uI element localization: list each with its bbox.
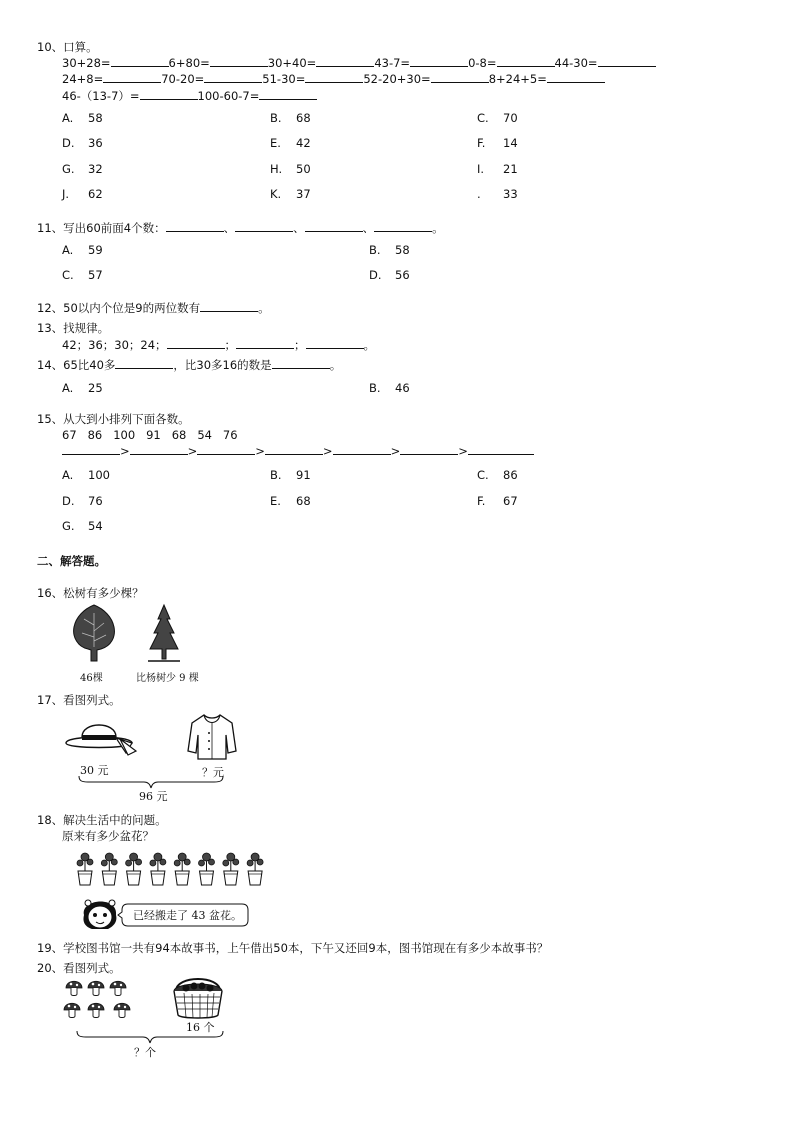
answer-blank[interactable]	[103, 72, 161, 83]
option[interactable]: A. 58	[62, 111, 103, 125]
total-price: 96 元	[139, 790, 168, 803]
q15-numbers: 67 86 100 91 68 54 76	[62, 428, 238, 442]
option[interactable]: C. 57	[62, 268, 103, 282]
option[interactable]: H. 50	[270, 162, 311, 176]
q17-title: 17、看图列式。	[37, 693, 121, 707]
q13-sequence: 42；36；30；24； ； ； 。	[62, 338, 376, 352]
calc-item: 8+24+5=	[488, 72, 547, 86]
total-brace	[78, 775, 224, 789]
flowerpot-icon	[77, 853, 93, 885]
option[interactable]: G. 32	[62, 162, 103, 176]
section-title: 二、解答题。	[37, 554, 106, 568]
flowerpot-icon	[150, 853, 166, 885]
q12-title: 12、50以内个位是9的两位数有 。	[37, 301, 270, 315]
calc-item: 30+28=	[62, 56, 111, 70]
answer-blank[interactable]	[272, 358, 330, 369]
q18-title: 18、解决生活中的问题。	[37, 813, 167, 827]
answer-blank[interactable]	[306, 338, 364, 349]
answer-blank[interactable]	[204, 72, 262, 83]
q10-row1	[62, 56, 656, 70]
pine-caption: 比杨树少 9 棵	[136, 673, 199, 684]
answer-blank[interactable]	[62, 444, 120, 455]
calc-item: 100-60-7=	[197, 89, 260, 103]
answer-blank[interactable]	[305, 72, 363, 83]
poplar-caption: 46棵	[80, 673, 103, 684]
sweater-icon	[186, 711, 238, 763]
answer-blank[interactable]	[166, 221, 224, 232]
option[interactable]: D. 56	[369, 268, 410, 282]
option[interactable]: F. 14	[477, 136, 518, 150]
q10-row3	[62, 88, 317, 104]
answer-blank[interactable]	[236, 338, 294, 349]
option[interactable]: A. 59	[62, 243, 103, 257]
q11-title: 11、写出60前面4个数： 、 、 、 。	[37, 221, 444, 235]
calc-item: 44-30=	[554, 56, 598, 70]
answer-blank[interactable]	[265, 444, 323, 455]
answer-blank[interactable]	[374, 221, 432, 232]
answer-blank[interactable]	[197, 444, 255, 455]
calc-item: 51-30=	[262, 72, 306, 86]
option[interactable]: B. 68	[270, 111, 311, 125]
flowerpot-icon	[247, 853, 263, 885]
answer-blank[interactable]	[410, 56, 468, 67]
answer-blank[interactable]	[115, 358, 173, 369]
option[interactable]: C. 70	[477, 111, 518, 125]
option[interactable]: B. 91	[270, 468, 311, 482]
speech-text: 已经搬走了 43 盆花。	[133, 909, 242, 922]
option[interactable]: E. 68	[270, 494, 311, 508]
answer-blank[interactable]	[400, 444, 458, 455]
q20-title: 20、看图列式。	[37, 961, 121, 975]
option[interactable]: A. 25	[62, 381, 103, 395]
answer-blank[interactable]	[140, 89, 198, 100]
basket-count: 16 个	[186, 1021, 215, 1034]
q19-title: 19、学校图书馆一共有94本故事书，上午借出50本，下午又还回9本，图书馆现在有多少本故事书？	[37, 941, 549, 955]
calc-item: 30+40=	[267, 56, 317, 70]
q18-subtitle: 原来有多少盆花？	[62, 829, 154, 843]
answer-blank[interactable]	[259, 89, 317, 100]
mushroom-icon	[66, 981, 82, 995]
option[interactable]: C. 86	[477, 468, 518, 482]
answer-blank[interactable]	[598, 56, 656, 67]
q10-row2	[62, 72, 605, 86]
option[interactable]: F. 67	[477, 494, 518, 508]
option[interactable]: A. 100	[62, 468, 110, 482]
mushroom-icon	[64, 1003, 80, 1017]
mushroom-icon	[88, 1003, 104, 1017]
option[interactable]: B. 58	[369, 243, 410, 257]
flowerpot-icon	[223, 853, 239, 885]
answer-blank[interactable]	[130, 444, 188, 455]
mushroom-basket-icon	[170, 977, 226, 1021]
flowerpot-icon	[199, 853, 215, 885]
answer-blank[interactable]	[497, 56, 555, 67]
answer-blank[interactable]	[316, 56, 374, 67]
answer-blank[interactable]	[431, 72, 489, 83]
total-brace	[76, 1030, 224, 1044]
sweater-price: ？元	[202, 766, 224, 779]
answer-blank[interactable]	[167, 338, 225, 349]
calc-item: 52-20+30=	[363, 72, 431, 86]
q10-title: 10、口算。	[37, 40, 98, 54]
option[interactable]: D. 36	[62, 136, 103, 150]
option[interactable]: D. 76	[62, 494, 103, 508]
answer-blank[interactable]	[111, 56, 169, 67]
q16-title: 16、松树有多少棵？	[37, 586, 144, 600]
q13-title: 13、找规律。	[37, 321, 110, 335]
answer-blank[interactable]	[200, 301, 258, 312]
answer-blank[interactable]	[547, 72, 605, 83]
flowerpot-icon	[174, 853, 190, 885]
option[interactable]: . 33	[477, 187, 518, 201]
q15-title: 15、从大到小排列下面各数。	[37, 412, 190, 426]
calc-item: 24+8=	[62, 72, 104, 86]
hat-price: 30 元	[80, 764, 109, 777]
option[interactable]: J. 62	[62, 187, 103, 201]
answer-blank[interactable]	[235, 221, 293, 232]
pine-tree-icon	[146, 603, 182, 663]
answer-blank[interactable]	[210, 56, 268, 67]
mushroom-icon	[114, 1003, 130, 1017]
calc-item: 46-（13-7）=	[62, 89, 140, 103]
mushroom-group	[62, 980, 138, 1024]
option[interactable]: G. 54	[62, 519, 103, 533]
total-count: ？个	[134, 1046, 156, 1059]
poplar-tree-icon	[70, 603, 120, 663]
calc-item: 70-20=	[161, 72, 205, 86]
q14-title: 14、65比40多 ，比30多16的数是 。	[37, 358, 342, 372]
answer-blank[interactable]	[305, 221, 363, 232]
mushroom-icon	[110, 981, 126, 995]
calc-item: 43-7=	[374, 56, 411, 70]
option[interactable]: K. 37	[270, 187, 311, 201]
calc-item: 6+80=	[168, 56, 210, 70]
answer-blank[interactable]	[333, 444, 391, 455]
option[interactable]: I. 21	[477, 162, 518, 176]
mushroom-icon	[88, 981, 104, 995]
flowerpot-row	[76, 851, 270, 887]
option[interactable]: B. 46	[369, 381, 410, 395]
calc-item: 0-8=	[468, 56, 497, 70]
option[interactable]: E. 42	[270, 136, 311, 150]
girl-avatar-icon	[78, 893, 122, 933]
flowerpot-icon	[126, 853, 142, 885]
q15-order-line: > > > > > >	[62, 444, 534, 458]
answer-blank[interactable]	[468, 444, 534, 455]
hat-icon	[62, 713, 138, 759]
flowerpot-icon	[101, 853, 117, 885]
